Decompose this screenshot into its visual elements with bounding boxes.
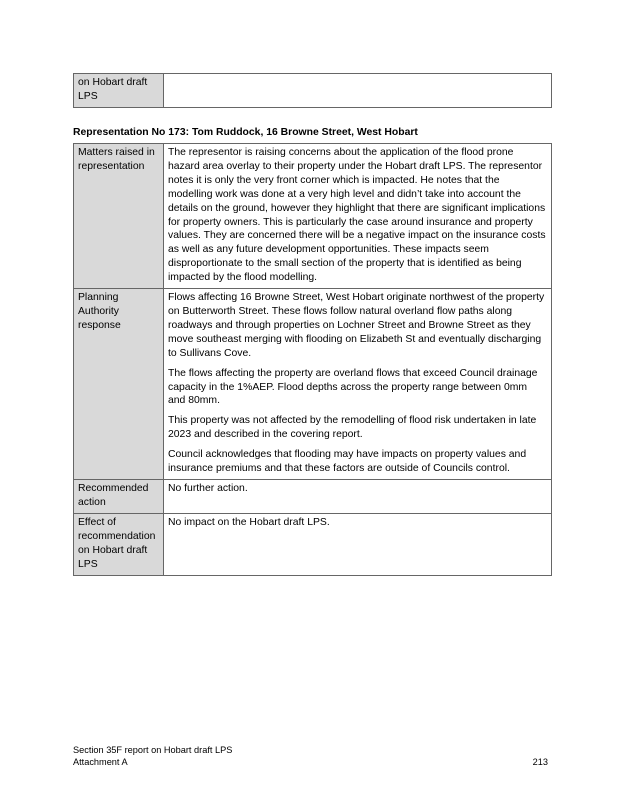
response-paragraph: Council acknowledges that flooding may have impacts on property values and insurance premiums and that these factors are outside of Councils control. [168,449,527,475]
row-value-matters [164,144,552,289]
row-value-effect: No impact on the Hobart draft LPS. [164,513,552,575]
table-row [74,74,552,108]
row-label-response: Planning Authority response [74,289,164,480]
continued-table [73,73,552,108]
representation-table [73,143,552,576]
footer-report-title: Section 35F report on Hobart draft LPS [73,745,233,755]
response-paragraph: Flows affecting 16 Browne Street, West Hobart originate northwest of the property on Butterworth Street. These flows follow natural overland flow paths along roadways and through properties on Lochner Street and Browne Street as they move southeast merging with flooding on Elizabeth St and eventually discharging to Sullivans Cove. [168,292,545,359]
page-number: 213 [532,757,548,767]
row-value-response [164,289,552,480]
row-label-continued: on Hobart draft LPS [74,74,164,108]
table-row [74,289,552,480]
response-paragraph: This property was not affected by the remodelling of flood risk undertaken in late 2023 and described in the covering report. [168,415,537,441]
footer-attachment: Attachment A [73,757,128,767]
table-row [74,513,552,575]
row-label-effect: Effect of recommendation on Hobart draft LPS [74,513,164,575]
matters-paragraph: The representor is raising concerns about the application of the flood prone hazard area overlay to their property under the Hobart draft LPS. The representor notes it is only the very front corner which is impacted. He notes that the modelling work was done at a very high level and didn’t take into account the details on the ground, however they highlight that there are significant implications for property owners. This is particularly the case around insurance and property values. They are concerned there will be a negative impact on the insurance costs as well as any future development opportunities. These impacts seem disproportionate to the small section of the property that is identified as being impacted by the flood modelling. [168,147,546,284]
row-label-recommended: Recommended action [74,479,164,513]
table-row [74,479,552,513]
row-label-matters: Matters raised in representation [74,144,164,289]
response-paragraph: The flows affecting the property are overland flows that exceed Council drainage capacity in the 1%AEP. Flood depths across the property range between 0mm and 80mm. [168,367,538,407]
representation-heading: Representation No 173: Tom Ruddock, 16 Browne Street, West Hobart [73,127,418,138]
row-value-recommended: No further action. [164,479,552,513]
table-row [74,144,552,289]
row-value-continued [164,74,552,108]
